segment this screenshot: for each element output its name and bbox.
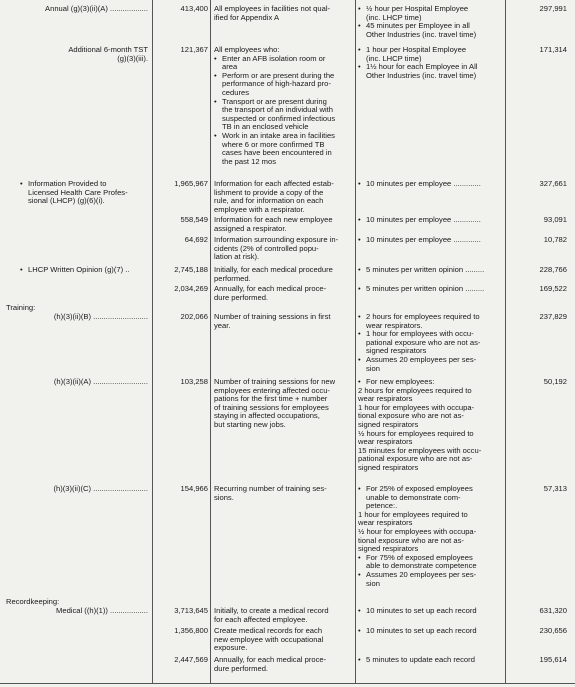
row-total: 57,313	[543, 484, 567, 493]
row-time: • 1 hour per Hospital Employee (inc. LHCP time) • 1½ hour for each Employee in All Other Industries (inc. travel time)	[358, 46, 506, 80]
row-total: 297,991	[539, 4, 567, 13]
row-number: 2,447,569	[174, 655, 208, 664]
row-time: • 5 minutes per written opinion .........	[358, 266, 506, 275]
row-label: • LHCP Written Opinion (g)(7) ..	[0, 266, 152, 275]
row-label: (h)(3)(ii)(A) ..........................	[53, 377, 148, 386]
row-total: 327,661	[539, 179, 567, 188]
row-description: Information for each affected estab- lishment to provide a copy of the rule, and for information on each employee with a respirator.	[214, 179, 334, 214]
row-time: • 10 minutes per employee .............	[358, 180, 506, 189]
row-label: Medical ((h)(1)) ..................	[56, 606, 148, 615]
section-heading: Recordkeeping:	[6, 597, 60, 606]
row-total: 10,782	[543, 235, 567, 244]
row-description: Initially, for each medical procedure performed.	[214, 265, 333, 283]
row-total: 171,314	[539, 45, 567, 54]
row-number: 103,258	[180, 377, 208, 386]
row-description: Annually, for each medical proce- dure performed.	[214, 655, 327, 673]
row-number: 2,034,269	[174, 284, 208, 293]
row-description: Number of training sessions for new employees entering affected occu- pations for the first time + number of training sessions for employees staying in affected occupations, but starting new jobs.	[214, 377, 336, 429]
row-time: • For 25% of exposed employees unable to demonstrate com- petence:. 1 hour for employees required to wear respirators ½ hour for employees with occupa- tional exposure who are not as- signed respirators • For 75% of exposed employees able to demonstrate competence • Assumes 20 employees per ses- sion	[358, 485, 506, 588]
row-number: 558,549	[180, 215, 208, 224]
row-time: • 5 minutes to update each record	[358, 656, 506, 665]
row-total: 169,522	[539, 284, 567, 293]
row-number: 64,692	[184, 235, 208, 244]
row-time: • 10 minutes to set up each record	[358, 627, 506, 636]
row-description: Create medical records for each new employee with occupational exposure.	[214, 626, 324, 653]
row-time: • 2 hours for employees required to wear respirators. • 1 hour for employees with occu- pational exposure who are not as- signed respirators • Assumes 20 employees per ses- sion	[358, 313, 506, 373]
row-description: Number of training sessions in first year.	[214, 312, 331, 330]
row-total: 93,091	[543, 215, 567, 224]
row-description: Annually, for each medical proce- dure performed.	[214, 284, 327, 302]
row-number: 1,356,800	[174, 626, 208, 635]
row-description: All employees in facilities not qual- ified for Appendix A	[214, 4, 331, 22]
row-label: Annual (g)(3)(ii)(A) ..................	[45, 4, 148, 13]
row-total: 50,192	[543, 377, 567, 386]
row-time: • 10 minutes to set up each record	[358, 607, 506, 616]
row-number: 2,745,188	[174, 265, 208, 274]
row-total: 195,614	[539, 655, 567, 664]
row-description: Initially, to create a medical record for each affected employee.	[214, 606, 329, 624]
row-label: (h)(3)(ii)(B) ..........................	[53, 312, 148, 321]
row-time: • 10 minutes per employee .............	[358, 216, 506, 225]
row-time: • For new employees: 2 hours for employees required to wear respirators 1 hour for employees with occupa- tional exposure who are not as- signed respirators ½ hours for employees required to wear respirators 15 minutes for employees with occu- pational exposure who are not as- signed respirators	[358, 378, 506, 473]
row-total: 631,320	[539, 606, 567, 615]
row-number: 413,400	[180, 4, 208, 13]
row-total: 230,656	[539, 626, 567, 635]
row-number: 121,367	[180, 45, 208, 54]
row-description: Recurring number of training ses- sions.	[214, 484, 327, 502]
row-label: • Information Provided to Licensed Health Care Profes- sional (LHCP) (g)(6)(i).	[0, 180, 152, 206]
row-number: 3,713,645	[174, 606, 208, 615]
row-total: 228,766	[539, 265, 567, 274]
row-label: Additional 6-month TST (g)(3)(iii).	[68, 45, 148, 63]
row-time: • 5 minutes per written opinion .........	[358, 285, 506, 294]
row-description: Information surrounding exposure in- cidents (2% of controlled popu- lation at risk).	[214, 235, 339, 262]
table-bottom-rule	[0, 683, 575, 684]
row-number: 1,965,967	[174, 179, 208, 188]
row-label: (h)(3)(ii)(C) ..........................	[53, 484, 148, 493]
row-description: All employees who: • Enter an AFB isolation room or area • Perform or are present during the performance of high-hazard pro- cedures • Transport or are present during the transport of an individual with suspected or confirmed infectious TB in an enclosed vehicle • Work in an intake area in facilities where 6 or more confirmed TB cases have been encountered in the past 12 mos	[214, 46, 357, 166]
section-heading: Training:	[6, 303, 36, 312]
row-number: 202,066	[180, 312, 208, 321]
row-total: 237,829	[539, 312, 567, 321]
column-divider	[152, 0, 153, 683]
column-divider	[210, 0, 211, 683]
row-time: • ½ hour per Hospital Employee (inc. LHCP time) • 45 minutes per Employee in all Other Industries (inc. travel time)	[358, 5, 506, 39]
row-number: 154,966	[180, 484, 208, 493]
row-time: • 10 minutes per employee .............	[358, 236, 506, 245]
row-description: Information for each new employee assigned a respirator.	[214, 215, 333, 233]
